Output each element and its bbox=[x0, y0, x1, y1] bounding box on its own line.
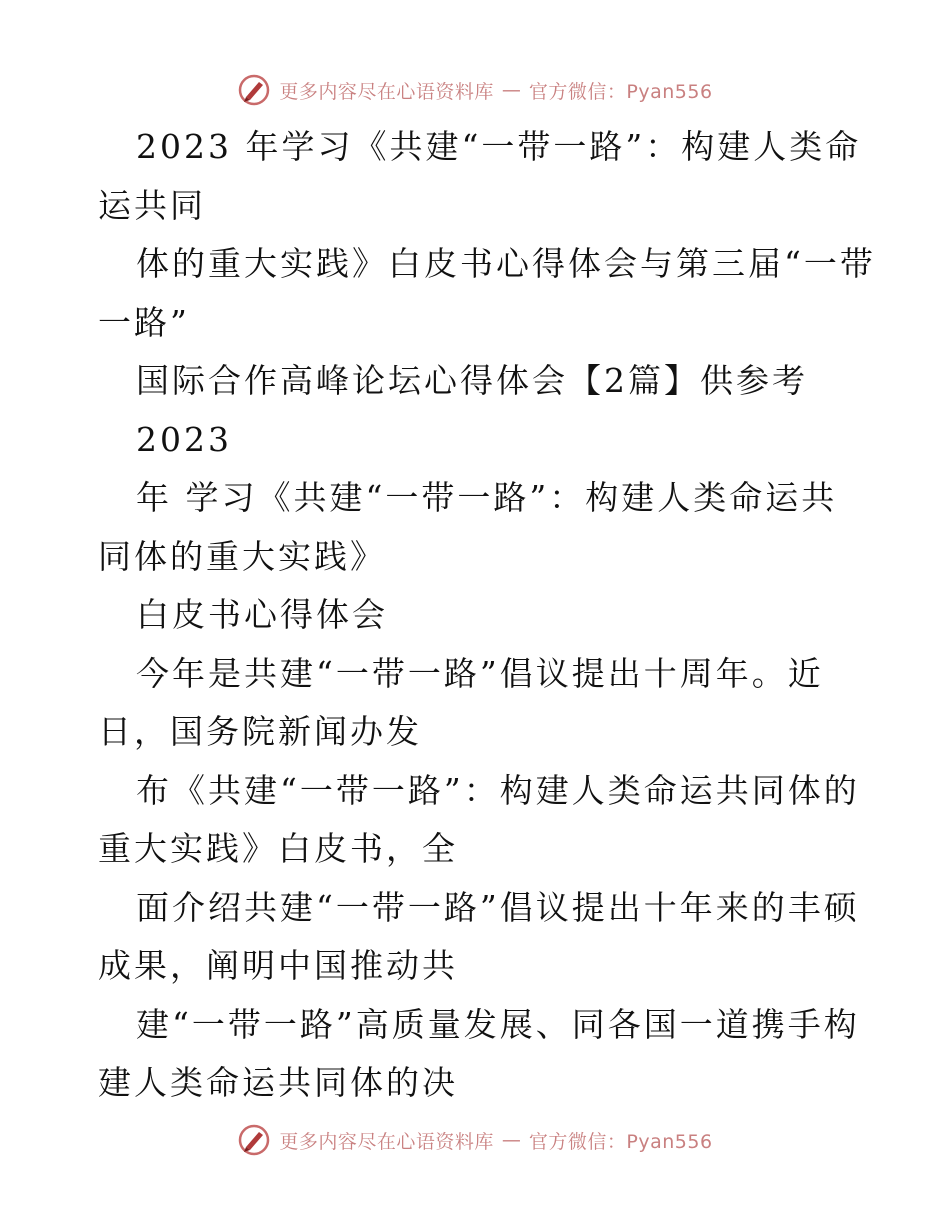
text-line: 运共同 bbox=[98, 185, 206, 225]
watermark-contact: 官方微信：Pyan556 bbox=[528, 80, 713, 103]
text-line: 年 学习《共建“一带一路”：构建人类命运共 bbox=[136, 478, 838, 517]
document-body bbox=[98, 118, 876, 1113]
text-line: 成果，阐明中国推动共 bbox=[98, 946, 458, 985]
footer-watermark bbox=[0, 1120, 950, 1160]
text-line: 布《共建“一带一路”：构建人类命运共同体的 bbox=[136, 770, 860, 810]
header-watermark bbox=[0, 70, 950, 110]
watermark-separator: — bbox=[501, 79, 521, 101]
text-line: 建“一带一路”高质量发展、同各国一道携手构 bbox=[136, 1004, 860, 1044]
watermark-contact: 官方微信：Pyan556 bbox=[528, 1130, 713, 1153]
pen-logo-icon bbox=[237, 1123, 271, 1157]
pen-logo-icon bbox=[237, 73, 271, 107]
text-line: 白皮书心得体会 bbox=[136, 595, 388, 634]
text-line: 同体的重大实践》 bbox=[98, 536, 386, 576]
text-line: 今年是共建“一带一路”倡议提出十周年。近 bbox=[136, 653, 824, 693]
text-line: 2023 年学习《共建“一带一路”：构建人类命 bbox=[136, 127, 862, 166]
watermark-separator: — bbox=[501, 1129, 521, 1151]
text-line: 2023 bbox=[136, 419, 232, 459]
text-line: 建人类命运共同体的决 bbox=[98, 1063, 458, 1102]
text-line: 体的重大实践》白皮书心得体会与第三届“一带 bbox=[136, 244, 876, 283]
watermark-text: 更多内容尽在心语资料库 bbox=[279, 1130, 494, 1153]
text-line: 一路” bbox=[98, 302, 190, 342]
text-line: 重大实践》白皮书，全 bbox=[98, 829, 458, 868]
text-line: 面介绍共建“一带一路”倡议提出十年来的丰硕 bbox=[136, 887, 860, 927]
text-line: 日，国务院新闻办发 bbox=[98, 712, 422, 751]
text-line: 国际合作高峰论坛心得体会【2篇】供参考 bbox=[136, 361, 808, 400]
watermark-text: 更多内容尽在心语资料库 bbox=[279, 80, 494, 103]
